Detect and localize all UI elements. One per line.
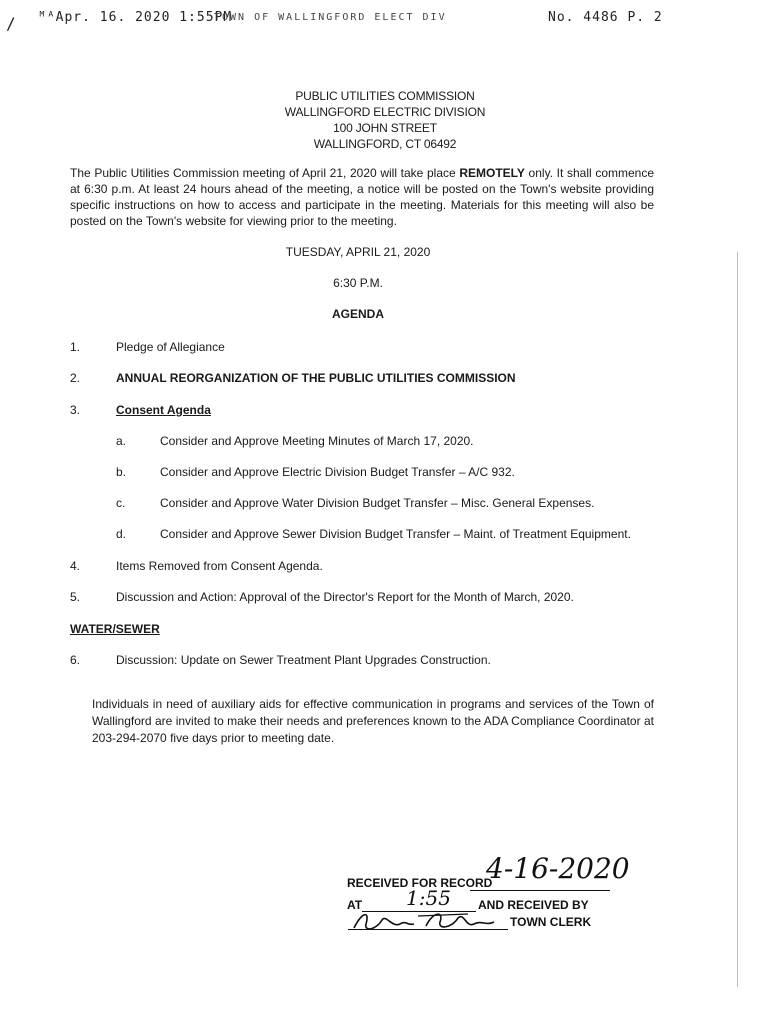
item3-number: 3.: [70, 403, 81, 417]
sub-c-text: Consider and Approve Water Division Budget Transfer – Misc. General Expenses.: [160, 496, 595, 510]
letterhead: [0, 88, 770, 152]
item2-number: 2.: [70, 371, 81, 385]
intro-text-part1: The Public Utilities Commission meeting of April 21, 2020 will take place: [70, 166, 460, 180]
letterhead-city: WALLINGFORD, CT 06492: [313, 137, 457, 151]
intro-paragraph: [70, 165, 654, 229]
item6-number: 6.: [70, 653, 81, 667]
sub-b-text: Consider and Approve Electric Division Budget Transfer – A/C 932.: [160, 465, 515, 479]
section-water-sewer: WATER/SEWER: [70, 622, 160, 636]
sub-a-letter: a.: [116, 434, 127, 448]
scan-artifact-line: [737, 252, 738, 987]
letterhead-street: 100 JOHN STREET: [333, 121, 437, 135]
fax-date-time: ᴹᴬApr. 16. 2020 1:55PM: [38, 10, 233, 25]
stamp-at: AT: [347, 898, 363, 912]
meeting-date: TUESDAY, APRIL 21, 2020: [285, 245, 431, 259]
item1-text: Pledge of Allegiance: [116, 340, 225, 354]
letterhead-commission: PUBLIC UTILITIES COMMISSION: [295, 89, 475, 103]
item6-text: Discussion: Update on Sewer Treatment Plant Upgrades Construction.: [116, 653, 491, 667]
item5-number: 5.: [70, 590, 81, 604]
stamp-handwritten-date: 4-16-2020: [486, 852, 630, 885]
intro-text-part2: only. It shall commence at 6:30 p.m. At least 24 hours ahead of the meeting, a notice will be posted on the Town's website providing specific instructions on how to access and participate in the meeting. Materials for this meeting will also be posted on the Town's website for viewing prior to the meeting.: [70, 166, 655, 228]
item4-text: Items Removed from Consent Agenda.: [116, 559, 323, 573]
sub-c-letter: c.: [116, 496, 126, 510]
stamp-handwritten-time: 1:55: [406, 886, 451, 910]
clerk-signature: [348, 906, 508, 936]
ada-notice: Individuals in need of auxiliary aids for effective communication in programs and services of the Town of Wallingford are invited to make their needs and preferences known to the ADA Compliance Coordinator at 203-294-2070 five days prior to meeting date.: [92, 697, 654, 745]
agenda-title: AGENDA: [331, 307, 384, 321]
fax-number-page: No. 4486 P. 2: [548, 10, 663, 25]
item2-text: ANNUAL REORGANIZATION OF THE PUBLIC UTILITIES COMMISSION: [116, 371, 516, 385]
sub-b-letter: b.: [116, 465, 127, 479]
stamp-and-received-by: AND RECEIVED BY: [478, 898, 589, 912]
item3-text: Consent Agenda: [116, 403, 211, 417]
meeting-time: 6:30 P.M.: [333, 276, 383, 290]
stamp-date-line: [470, 890, 610, 891]
item4-number: 4.: [70, 559, 81, 573]
item1-number: 1.: [70, 340, 81, 354]
item5-text: Discussion and Action: Approval of the Director's Report for the Month of March, 2020.: [116, 590, 574, 604]
letterhead-division: WALLINGFORD ELECTRIC DIVISION: [284, 105, 486, 119]
sub-d-letter: d.: [116, 527, 127, 541]
stamp-received-for-record: RECEIVED FOR RECORD: [347, 876, 493, 890]
stamp-town-clerk: TOWN CLERK: [510, 915, 592, 929]
sub-a-text: Consider and Approve Meeting Minutes of March 17, 2020.: [160, 434, 474, 448]
intro-emphasis: REMOTELY: [459, 166, 525, 180]
sub-d-text: Consider and Approve Sewer Division Budget Transfer – Maint. of Treatment Equipment.: [160, 527, 631, 541]
fax-sender-id: TOWN OF WALLINGFORD ELECT DIV: [214, 12, 447, 23]
fax-slash-mark: /: [6, 14, 17, 33]
